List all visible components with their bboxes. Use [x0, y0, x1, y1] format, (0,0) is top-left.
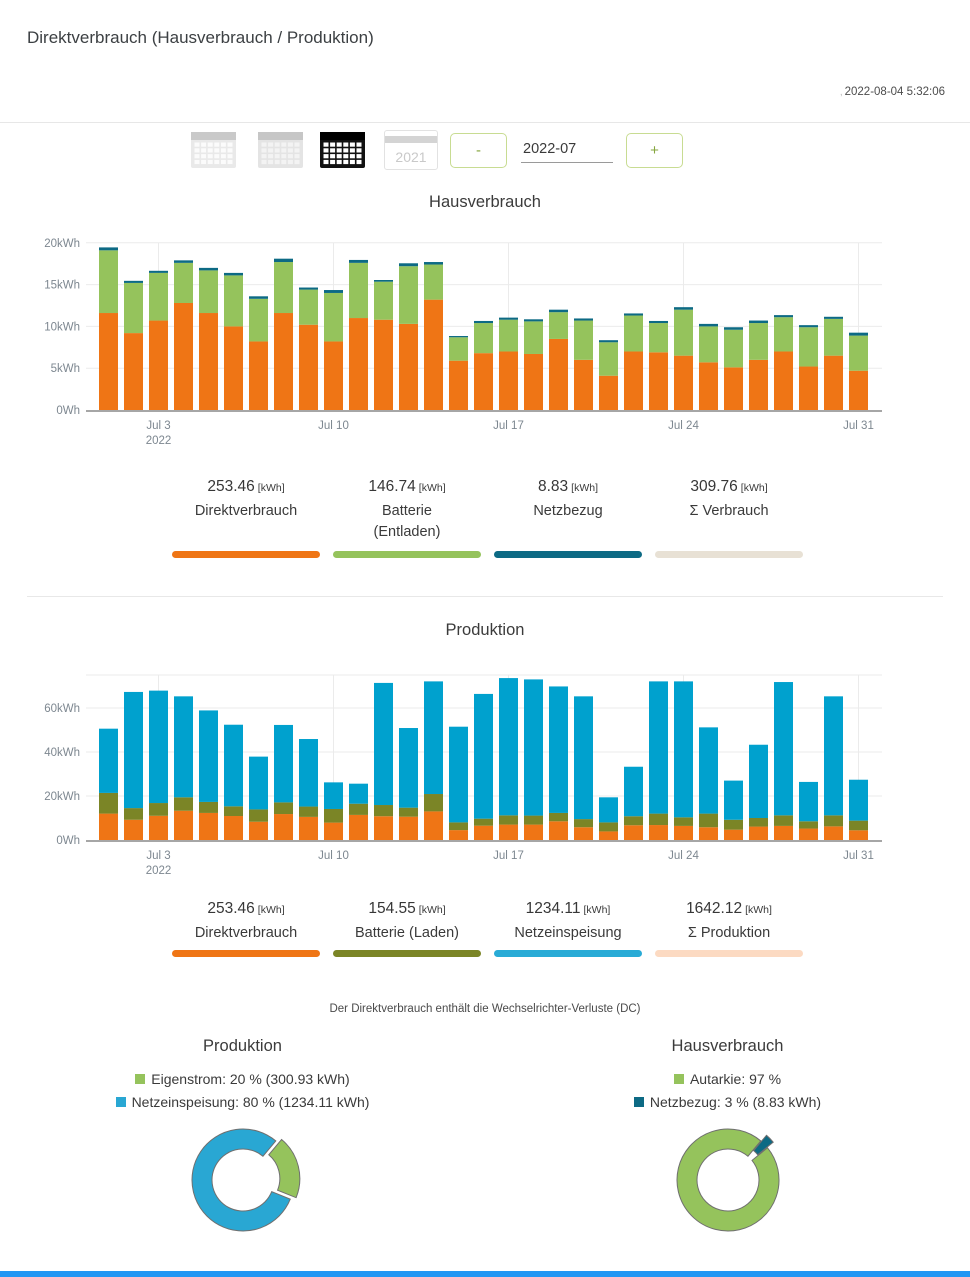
bar-segment[interactable]	[774, 826, 793, 840]
month-view-button-active[interactable]	[319, 130, 366, 170]
bar-segment[interactable]	[599, 340, 618, 342]
bar-segment[interactable]	[149, 816, 168, 840]
bar-segment[interactable]	[624, 316, 643, 352]
stat-netzbezug	[494, 478, 642, 558]
bar-segment[interactable]	[99, 313, 118, 410]
bar-segment[interactable]	[649, 321, 668, 323]
hausverbrauch-stats-row	[0, 478, 970, 558]
svg-text:Jul 31: Jul 31	[843, 850, 874, 862]
produktion-donut-column	[0, 1037, 485, 1238]
bar-segment[interactable]	[249, 299, 268, 342]
bar-segment[interactable]	[474, 353, 493, 410]
bar-segment[interactable]	[599, 342, 618, 375]
bar-segment[interactable]	[849, 821, 868, 831]
bar-segment[interactable]	[349, 260, 368, 263]
svg-text:Jul 3: Jul 3	[146, 420, 171, 432]
bar-segment[interactable]	[574, 696, 593, 819]
stat-label: Σ Verbrauch	[689, 503, 769, 519]
bar-segment[interactable]	[849, 830, 868, 840]
stat-color-bar	[655, 950, 803, 957]
svg-text:Jul 17: Jul 17	[493, 420, 524, 432]
bar-segment[interactable]	[149, 273, 168, 321]
bar-segment[interactable]	[649, 352, 668, 410]
bar-segment[interactable]	[649, 825, 668, 840]
section-divider	[27, 596, 943, 597]
bar-segment[interactable]	[174, 260, 193, 263]
bar-segment[interactable]	[124, 808, 143, 820]
bar-segment[interactable]	[224, 273, 243, 276]
legend-text: Autarkie: 97 %	[689, 1071, 782, 1088]
svg-text:Jul 10: Jul 10	[318, 420, 349, 432]
bar-segment[interactable]	[724, 781, 743, 820]
legend-text: Netzbezug: 3 % (8.83 kWh)	[649, 1094, 822, 1111]
bar-segment[interactable]	[174, 797, 193, 810]
bar-segment[interactable]	[99, 729, 118, 793]
bar-segment[interactable]	[699, 324, 718, 327]
bar-segment[interactable]	[399, 263, 418, 266]
legend-text: Eigenstrom: 20 % (300.93 kWh)	[151, 1071, 350, 1088]
bar-segment[interactable]	[499, 351, 518, 410]
stat-color-bar	[172, 551, 320, 558]
timestamp-text: 2022-08-04 5:32:06	[844, 86, 945, 98]
svg-text:60kWh: 60kWh	[44, 703, 80, 715]
svg-text:0Wh: 0Wh	[56, 405, 80, 417]
stat-batterie-entladen	[333, 478, 481, 558]
bar-segment[interactable]	[699, 814, 718, 828]
stat-direktverbrauch	[172, 478, 320, 558]
bar-segment[interactable]	[99, 814, 118, 840]
bar-segment[interactable]	[124, 283, 143, 333]
stat-direktverbrauch	[172, 900, 320, 957]
bar-segment[interactable]	[324, 290, 343, 293]
svg-text:Jul 31: Jul 31	[843, 420, 874, 432]
bar-segment[interactable]	[349, 804, 368, 815]
produktion-chart-title: Produktion	[445, 621, 525, 639]
bar-segment[interactable]	[424, 811, 443, 840]
netzeinspeisung-swatch-icon	[116, 1097, 126, 1107]
produktion-donut-title: Produktion	[203, 1037, 282, 1056]
stat-label: Batterie (Entladen)	[373, 503, 441, 541]
bar-segment[interactable]	[424, 794, 443, 811]
stat-unit: [kWh]	[745, 904, 772, 916]
bar-segment[interactable]	[574, 318, 593, 320]
bar-segment[interactable]	[674, 681, 693, 817]
bar-segment[interactable]	[374, 282, 393, 320]
stat-unit: [kWh]	[418, 482, 446, 494]
hausverbrauch-chart-title: Hausverbrauch	[429, 193, 541, 211]
bar-segment[interactable]	[774, 315, 793, 317]
bar-segment[interactable]	[274, 725, 293, 802]
stat-value: 1642.12	[686, 900, 743, 917]
previous-month-button[interactable]: -	[450, 133, 507, 168]
stat-value: 1234.11	[525, 900, 581, 917]
stat-value: 146.74	[368, 478, 416, 495]
bar-segment[interactable]	[549, 310, 568, 313]
bar-segment[interactable]	[524, 825, 543, 840]
legend-netzeinspeisung	[116, 1094, 370, 1110]
svg-text:Jul 3: Jul 3	[146, 850, 171, 862]
bar-segment[interactable]	[799, 367, 818, 410]
eigenstrom-swatch-icon	[135, 1074, 145, 1084]
svg-text:20kWh: 20kWh	[44, 237, 80, 250]
bar-segment[interactable]	[849, 333, 868, 336]
bar-segment[interactable]	[824, 317, 843, 319]
month-input[interactable]	[521, 137, 613, 163]
svg-text:2022: 2022	[145, 435, 172, 447]
svg-text:Jul 17: Jul 17	[493, 850, 524, 862]
stat-label: Batterie (Laden)	[355, 925, 459, 941]
bar-segment[interactable]	[624, 351, 643, 410]
hausverbrauch-bar-chart[interactable]	[0, 224, 970, 452]
bar-segment[interactable]	[249, 757, 268, 810]
bar-segment[interactable]	[199, 270, 218, 313]
bar-segment[interactable]	[774, 351, 793, 410]
bar-segment[interactable]	[299, 807, 318, 817]
stat-label: Netzbezug	[533, 503, 603, 519]
bar-segment[interactable]	[699, 827, 718, 840]
hausverbrauch-donut-column	[485, 1037, 970, 1238]
bar-segment[interactable]	[124, 820, 143, 840]
year-calendar-icon	[385, 136, 437, 143]
donut-slice[interactable]	[268, 1139, 299, 1197]
bar-segment[interactable]	[199, 268, 218, 271]
bar-segment[interactable]	[349, 263, 368, 318]
bar-segment[interactable]	[324, 341, 343, 410]
bar-segment[interactable]	[299, 290, 318, 325]
bar-segment[interactable]	[824, 826, 843, 840]
bar-segment[interactable]	[574, 360, 593, 410]
bar-segment[interactable]	[99, 793, 118, 814]
bar-segment[interactable]	[849, 780, 868, 821]
stat-value: 253.46	[207, 478, 255, 495]
svg-text:0Wh: 0Wh	[56, 835, 80, 847]
stat-value: 154.55	[368, 900, 416, 917]
legend-text: Netzeinspeisung: 80 % (1234.11 kWh)	[131, 1094, 370, 1111]
bar-segment[interactable]	[674, 310, 693, 356]
svg-text:40kWh: 40kWh	[44, 747, 80, 759]
bar-segment[interactable]	[474, 826, 493, 840]
bar-segment[interactable]	[624, 825, 643, 840]
timestamp-mark-icon: ,	[839, 87, 843, 98]
bar-segment[interactable]	[524, 679, 543, 815]
bar-segment[interactable]	[449, 337, 468, 360]
bar-segment[interactable]	[374, 280, 393, 282]
bar-segment[interactable]	[324, 809, 343, 823]
bar-segment[interactable]	[299, 325, 318, 410]
stat-color-bar	[333, 950, 481, 957]
bar-segment[interactable]	[724, 820, 743, 830]
bar-segment[interactable]	[349, 784, 368, 804]
bar-segment[interactable]	[499, 318, 518, 320]
produktion-stats-row	[0, 900, 970, 957]
svg-text:10kWh: 10kWh	[44, 321, 80, 334]
week-calendar-icon	[257, 130, 304, 170]
bar-segment[interactable]	[399, 728, 418, 808]
bar-segment[interactable]	[474, 694, 493, 819]
stat-batterie-laden	[333, 900, 481, 957]
bar-segment[interactable]	[174, 263, 193, 303]
stat-summe-verbrauch	[655, 478, 803, 558]
bar-segment[interactable]	[549, 312, 568, 339]
stat-unit: [kWh]	[418, 904, 446, 916]
footer-accent-bar	[0, 1271, 970, 1277]
bar-segment[interactable]	[424, 300, 443, 410]
bar-segment[interactable]	[299, 739, 318, 807]
bar-segment[interactable]	[449, 336, 468, 337]
bar-segment[interactable]	[149, 271, 168, 273]
bar-segment[interactable]	[199, 313, 218, 410]
bar-segment[interactable]	[574, 819, 593, 827]
bar-segment[interactable]	[374, 320, 393, 410]
bar-segment[interactable]	[749, 745, 768, 818]
hausverbrauch-donut-chart[interactable]	[662, 1122, 794, 1238]
stat-label: Netzeinspeisung	[514, 925, 622, 941]
bar-segment[interactable]	[299, 817, 318, 840]
year-label: 2021	[395, 148, 427, 165]
bar-segment[interactable]	[724, 330, 743, 368]
bar-segment[interactable]	[449, 822, 468, 830]
bar-segment[interactable]	[224, 816, 243, 840]
bar-segment[interactable]	[774, 682, 793, 815]
dc-losses-note: Der Direktverbrauch enthält die Wechselrichter-Verluste (DC)	[329, 1003, 641, 1016]
stat-value: 253.46	[207, 900, 255, 917]
bar-segment[interactable]	[149, 321, 168, 410]
bar-segment[interactable]	[224, 725, 243, 807]
svg-text:Jul 24: Jul 24	[668, 850, 699, 862]
bar-segment[interactable]	[374, 683, 393, 805]
bar-segment[interactable]	[624, 313, 643, 315]
bar-segment[interactable]	[174, 303, 193, 410]
svg-text:2022: 2022	[145, 865, 172, 877]
hausverbrauch-donut-title: Hausverbrauch	[671, 1037, 784, 1056]
stat-unit: [kWh]	[571, 482, 598, 494]
bar-segment[interactable]	[474, 321, 493, 323]
bar-segment[interactable]	[824, 696, 843, 815]
bar-segment[interactable]	[249, 341, 268, 410]
bar-segment[interactable]	[549, 821, 568, 840]
bar-segment[interactable]	[599, 376, 618, 410]
stat-color-bar	[655, 551, 803, 558]
bar-segment[interactable]	[674, 817, 693, 826]
bar-segment[interactable]	[274, 259, 293, 262]
stat-label: Direktverbrauch	[194, 503, 298, 519]
bar-segment[interactable]	[424, 265, 443, 300]
bar-segment[interactable]	[649, 681, 668, 813]
date-range-toolbar	[0, 123, 970, 177]
donut-slice[interactable]	[192, 1129, 290, 1231]
bar-segment[interactable]	[674, 307, 693, 310]
produktion-donut-legend	[116, 1064, 370, 1110]
bar-segment[interactable]	[249, 296, 268, 299]
bar-segment[interactable]	[374, 805, 393, 816]
bar-segment[interactable]	[824, 356, 843, 410]
bar-segment[interactable]	[699, 727, 718, 813]
stat-netzeinspeisung	[494, 900, 642, 957]
bar-segment[interactable]	[499, 825, 518, 840]
bar-segment[interactable]	[174, 811, 193, 840]
bar-segment[interactable]	[324, 782, 343, 809]
stat-color-bar	[172, 950, 320, 957]
bar-segment[interactable]	[524, 354, 543, 410]
bar-segment[interactable]	[599, 831, 618, 840]
bar-segment[interactable]	[249, 822, 268, 840]
bar-segment[interactable]	[649, 323, 668, 352]
bar-segment[interactable]	[749, 827, 768, 840]
bar-segment[interactable]	[574, 827, 593, 840]
bar-segment[interactable]	[524, 816, 543, 825]
bar-segment[interactable]	[224, 275, 243, 326]
bar-segment[interactable]	[99, 250, 118, 313]
bar-segment[interactable]	[799, 325, 818, 327]
netzbezug-swatch-icon	[634, 1097, 644, 1107]
next-month-button[interactable]: +	[626, 133, 683, 168]
bar-segment[interactable]	[274, 313, 293, 410]
bar-segment[interactable]	[699, 326, 718, 362]
bar-segment[interactable]	[499, 815, 518, 824]
stat-unit: [kWh]	[257, 904, 285, 916]
hausverbrauch-section	[0, 193, 970, 558]
bar-segment[interactable]	[649, 814, 668, 825]
bar-segment[interactable]	[199, 813, 218, 840]
bar-segment[interactable]	[174, 696, 193, 797]
stat-unit: [kWh]	[583, 904, 611, 916]
bar-segment[interactable]	[424, 681, 443, 794]
bar-segment[interactable]	[324, 823, 343, 840]
bar-segment[interactable]	[199, 710, 218, 802]
bar-segment[interactable]	[624, 816, 643, 825]
bar-segment[interactable]	[824, 815, 843, 826]
page-title: Direktverbrauch (Hausverbrauch / Produktion)	[27, 28, 374, 47]
bar-segment[interactable]	[399, 808, 418, 817]
bar-segment[interactable]	[449, 830, 468, 840]
bar-segment[interactable]	[449, 361, 468, 410]
autarkie-swatch-icon	[674, 1074, 684, 1084]
bar-segment[interactable]	[824, 319, 843, 356]
bar-segment[interactable]	[499, 320, 518, 352]
bar-segment[interactable]	[324, 293, 343, 341]
bar-segment[interactable]	[149, 691, 168, 803]
bar-segment[interactable]	[449, 727, 468, 823]
bar-segment[interactable]	[474, 819, 493, 826]
page-header	[0, 0, 970, 123]
svg-text:Jul 10: Jul 10	[318, 850, 349, 862]
stat-color-bar	[494, 950, 642, 957]
bar-segment[interactable]	[724, 327, 743, 330]
bar-segment[interactable]	[799, 782, 818, 821]
svg-text:20kWh: 20kWh	[44, 791, 80, 803]
bar-segment[interactable]	[224, 326, 243, 410]
stat-color-bar	[333, 551, 481, 558]
legend-netzbezug	[634, 1094, 821, 1110]
bar-segment[interactable]	[724, 367, 743, 410]
bar-segment[interactable]	[849, 336, 868, 371]
bar-segment[interactable]	[774, 317, 793, 351]
bar-segment[interactable]	[199, 802, 218, 813]
bar-segment[interactable]	[549, 813, 568, 821]
svg-text:Jul 24: Jul 24	[668, 420, 699, 432]
bar-segment[interactable]	[624, 767, 643, 817]
month-calendar-icon	[319, 130, 366, 170]
bar-segment[interactable]	[349, 815, 368, 840]
year-view-button[interactable]	[384, 130, 438, 170]
bar-segment[interactable]	[149, 803, 168, 816]
bar-segment[interactable]	[124, 333, 143, 410]
produktion-donut-chart[interactable]	[177, 1122, 309, 1238]
bar-segment[interactable]	[799, 821, 818, 828]
bar-segment[interactable]	[724, 830, 743, 840]
stat-label: Σ Produktion	[687, 925, 771, 941]
bar-segment[interactable]	[549, 339, 568, 410]
bar-segment[interactable]	[124, 281, 143, 283]
bar-segment[interactable]	[799, 829, 818, 840]
produktion-bar-chart[interactable]	[0, 646, 970, 886]
bar-segment[interactable]	[349, 318, 368, 410]
stat-label: Direktverbrauch	[194, 925, 298, 941]
bar-segment[interactable]	[749, 818, 768, 827]
bar-segment[interactable]	[749, 321, 768, 324]
bar-segment[interactable]	[124, 692, 143, 808]
bar-segment[interactable]	[274, 814, 293, 840]
bar-segment[interactable]	[549, 686, 568, 813]
bar-segment[interactable]	[399, 266, 418, 324]
day-view-button[interactable]	[190, 130, 237, 170]
legend-autarkie	[634, 1071, 821, 1087]
bar-segment[interactable]	[749, 360, 768, 410]
bar-segment[interactable]	[699, 362, 718, 410]
bar-segment[interactable]	[674, 826, 693, 840]
bar-segment[interactable]	[599, 797, 618, 822]
bar-segment[interactable]	[499, 678, 518, 815]
bar-segment[interactable]	[399, 324, 418, 410]
bar-segment[interactable]	[474, 323, 493, 353]
hausverbrauch-donut-legend	[634, 1064, 821, 1110]
bar-segment[interactable]	[274, 802, 293, 814]
legend-eigenstrom	[116, 1071, 370, 1087]
bar-segment[interactable]	[99, 247, 118, 250]
stat-color-bar	[494, 551, 642, 558]
svg-text:5kWh: 5kWh	[50, 363, 80, 376]
stat-unit: [kWh]	[740, 482, 768, 494]
stat-value: 8.83	[537, 478, 569, 495]
bar-segment[interactable]	[599, 822, 618, 831]
donut-section	[0, 1037, 970, 1238]
bar-segment[interactable]	[299, 288, 318, 290]
bar-segment[interactable]	[749, 323, 768, 360]
bar-segment[interactable]	[849, 371, 868, 410]
stat-value: 309.76	[690, 478, 738, 495]
bar-segment[interactable]	[774, 815, 793, 826]
stat-summe-produktion	[655, 900, 803, 957]
bar-segment[interactable]	[224, 806, 243, 816]
bar-segment[interactable]	[574, 321, 593, 360]
bar-segment[interactable]	[374, 816, 393, 840]
bar-segment[interactable]	[799, 327, 818, 366]
produktion-section	[0, 621, 970, 957]
week-view-button[interactable]	[257, 130, 304, 170]
bar-segment[interactable]	[524, 319, 543, 321]
svg-text:15kWh: 15kWh	[44, 279, 80, 292]
bar-segment[interactable]	[249, 809, 268, 821]
last-update-timestamp	[840, 86, 945, 98]
bar-segment[interactable]	[274, 262, 293, 313]
bar-segment[interactable]	[424, 262, 443, 265]
bar-segment[interactable]	[399, 817, 418, 840]
day-calendar-icon	[190, 130, 237, 170]
bar-segment[interactable]	[674, 356, 693, 410]
stat-unit: [kWh]	[257, 482, 285, 494]
bar-segment[interactable]	[524, 321, 543, 354]
